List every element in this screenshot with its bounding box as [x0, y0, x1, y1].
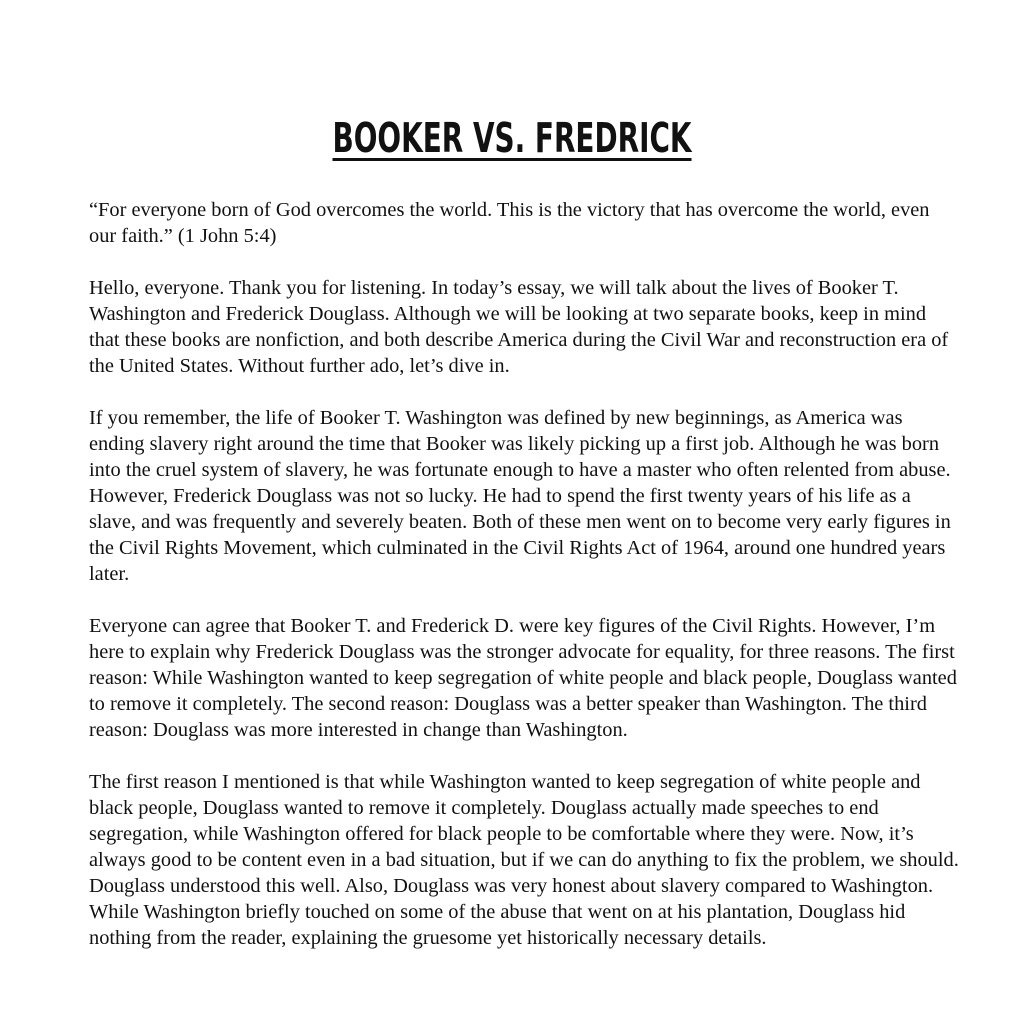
first-reason-paragraph: The first reason I mentioned is that while Washington wanted to keep segregation of white people and black people, Douglass wanted to remove it completely. Douglass actually made speeches to end segregation, while Washington offered for black people to be comfortable where they were. Now, it’s always good to be content even in a bad situation, but if we can do anything to fix the problem, we should. Douglass understood this well. Also, Douglass was very honest about slavery compared to Washington. While Washington briefly touched on some of the abuse that went on at his plantation, Douglass hid nothing from the reader, explaining the gruesome yet historically necessary details.: [89, 771, 959, 949]
essay-body: [89, 197, 959, 977]
page-title: [0, 110, 1024, 166]
page-title-text: BOOKER VS. FREDRICK: [332, 114, 692, 162]
thesis-paragraph: Everyone can agree that Booker T. and Frederick D. were key figures of the Civil Rights. However, I’m here to explain why Frederick Douglass was the stronger advocate for equality, for three reasons. The first reason: While Washington wanted to keep segregation of white people and black people, Douglass wanted to remove it completely. The second reason: Douglass was a better speaker than Washington. The third reason: Douglass was more interested in change than Washington.: [89, 615, 957, 741]
background-paragraph: If you remember, the life of Booker T. Washington was defined by new beginnings, as America was ending slavery right around the time that Booker was likely picking up a first job. Although he was born into the cruel system of slavery, he was fortunate enough to have a master who often relented from abuse. However, Frederick Douglass was not so lucky. He had to spend the first twenty years of his life as a slave, and was frequently and severely beaten. Both of these men went on to become very early figures in the Civil Rights Movement, which culminated in the Civil Rights Act of 1964, around one hundred years later.: [89, 407, 951, 585]
epigraph-paragraph: “For everyone born of God overcomes the world. This is the victory that has overcome the world, even our faith.” (1 John 5:4): [89, 199, 930, 247]
intro-paragraph: Hello, everyone. Thank you for listening. In today’s essay, we will talk about the lives of Booker T. Washington and Frederick Douglass. Although we will be looking at two separate books, keep in mind that these books are nonfiction, and both describe America during the Civil War and reconstruction era of the United States. Without further ado, let’s dive in.: [89, 277, 949, 377]
